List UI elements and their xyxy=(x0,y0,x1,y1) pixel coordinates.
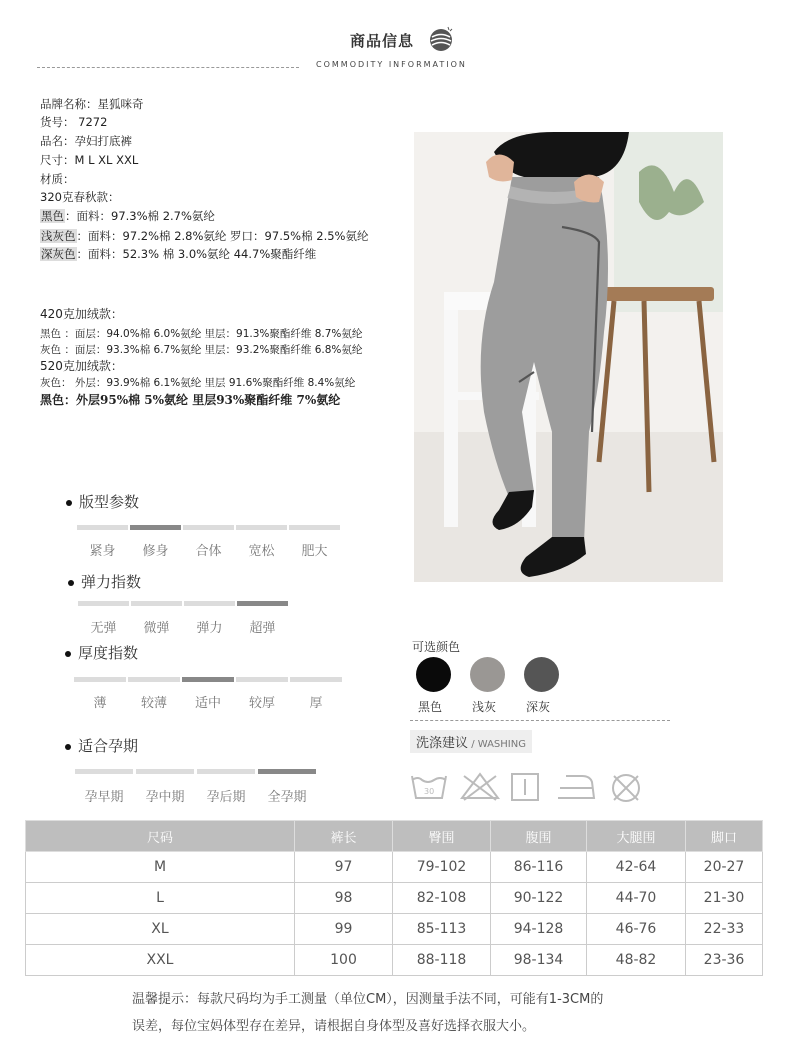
info-420-gray: 灰色 ：面层：93.3%棉 6.7%氨纶 里层：93.2%聚酯纤维 6.8%氨纶 xyxy=(40,344,363,356)
table-cell: 23-36 xyxy=(686,945,763,976)
svg-text:30: 30 xyxy=(424,787,435,796)
col-belly: 腹围 xyxy=(491,821,587,852)
table-cell: 97 xyxy=(295,852,393,883)
scale-segment xyxy=(183,525,234,530)
scale-segment xyxy=(128,677,180,682)
info-brand: 品牌名称：星狐咪奇 xyxy=(40,97,144,111)
composition: ：面料：52.3% 棉 3.0%氨纶 44.7%聚酯纤维 xyxy=(76,247,317,261)
scale-segment xyxy=(130,525,181,530)
scale-label: 孕中期 xyxy=(145,790,185,805)
colors-title: 可选颜色 xyxy=(412,640,461,654)
washing-subtitle: / WASHING xyxy=(468,739,526,750)
info-material: 材质： xyxy=(40,172,75,186)
info-320-dark xyxy=(40,246,316,263)
table-row xyxy=(26,883,763,914)
divider xyxy=(410,720,670,721)
bullet-icon xyxy=(65,744,71,750)
composition: ：面料：97.3%棉 2.7%氨纶 xyxy=(65,209,215,223)
table-header-row xyxy=(26,821,763,852)
info-320-title: 320克春秋款： xyxy=(40,190,120,204)
scale-label: 合体 xyxy=(195,544,222,559)
table-row xyxy=(26,852,763,883)
param-title xyxy=(68,571,141,592)
table-cell: 85-113 xyxy=(393,914,491,945)
scale-label: 无弹 xyxy=(90,621,117,636)
scale-segment xyxy=(237,601,288,606)
bullet-icon xyxy=(66,500,72,506)
table-cell: 90-122 xyxy=(491,883,587,914)
scale-segment xyxy=(182,677,234,682)
scale-label: 较厚 xyxy=(248,696,275,711)
scale-segment xyxy=(236,525,287,530)
table-row xyxy=(26,945,763,976)
scale-label: 微弹 xyxy=(143,621,170,636)
param-title-text: 适合孕期 xyxy=(78,737,139,755)
info-520-title: 520克加绒款： xyxy=(40,359,123,373)
size-table xyxy=(25,820,763,976)
table-cell: 42-64 xyxy=(587,852,686,883)
col-hip: 臀围 xyxy=(393,821,491,852)
scale-label: 超弹 xyxy=(249,621,276,636)
scale-segment xyxy=(131,601,182,606)
washing-title-text: 洗涤建议 xyxy=(416,736,469,751)
param-title xyxy=(65,735,138,756)
scale-label: 弹力 xyxy=(196,621,223,636)
table-cell: 22-33 xyxy=(686,914,763,945)
table-cell: 44-70 xyxy=(587,883,686,914)
swatch-light-gray[interactable] xyxy=(470,657,505,692)
table-cell: 48-82 xyxy=(587,945,686,976)
table-cell: 20-27 xyxy=(686,852,763,883)
scale-label: 修身 xyxy=(142,544,169,559)
param-title xyxy=(66,491,139,512)
scale-segment xyxy=(184,601,235,606)
swatch-label: 黑色 xyxy=(418,700,443,714)
col-thigh: 大腿围 xyxy=(587,821,686,852)
composition: ：面料：97.2%棉 2.8%氨纶 罗口：97.5%棉 2.5%氨纶 xyxy=(76,229,369,243)
scale-label: 薄 xyxy=(93,696,107,711)
scale-label: 紧身 xyxy=(89,544,116,559)
param-title xyxy=(65,642,138,663)
scale-segment xyxy=(136,769,194,774)
info-320-black xyxy=(40,208,215,225)
param-title-text: 弹力指数 xyxy=(81,573,142,591)
color-label: 深灰色 xyxy=(41,247,76,261)
info-name: 品名：孕妇打底裤 xyxy=(40,134,132,148)
table-cell: M xyxy=(26,852,295,883)
scale-segment xyxy=(74,677,126,682)
scale-label: 孕早期 xyxy=(84,790,124,805)
scale-label: 全孕期 xyxy=(267,790,307,805)
param-title-text: 版型参数 xyxy=(79,493,140,511)
note-line-2: 误差，每位宝妈体型存在差异，请根据自身体型及喜好选择衣服大小。 xyxy=(132,1019,536,1034)
iron-low-icon xyxy=(558,776,594,798)
scale-label: 厚 xyxy=(309,696,323,711)
washing-title xyxy=(410,730,532,753)
scale-label: 宽松 xyxy=(248,544,275,559)
bullet-icon xyxy=(68,580,74,586)
section-title: 商品信息 xyxy=(350,32,415,50)
table-cell: L xyxy=(26,883,295,914)
table-cell: XL xyxy=(26,914,295,945)
table-cell: XXL xyxy=(26,945,295,976)
scale-label: 孕后期 xyxy=(206,790,246,805)
table-cell: 86-116 xyxy=(491,852,587,883)
swatch-black[interactable] xyxy=(416,657,451,692)
scale-segment xyxy=(77,525,128,530)
wash-30-icon xyxy=(412,776,446,798)
table-cell: 46-76 xyxy=(587,914,686,945)
table-cell: 21-30 xyxy=(686,883,763,914)
scale-label: 肥大 xyxy=(301,544,328,559)
scale-label: 较薄 xyxy=(140,696,167,711)
col-hem: 脚口 xyxy=(686,821,763,852)
line-dry-icon xyxy=(512,774,538,800)
info-size: 尺寸：M L XL XXL xyxy=(40,153,139,167)
washing-icons xyxy=(410,770,650,806)
no-bleach-icon xyxy=(462,774,498,800)
table-cell: 100 xyxy=(295,945,393,976)
product-photo xyxy=(414,132,723,582)
table-cell: 98-134 xyxy=(491,945,587,976)
scale-segment xyxy=(289,525,340,530)
scale-label: 适中 xyxy=(194,696,221,711)
info-420-title: 420克加绒款： xyxy=(40,307,123,321)
scale-segment xyxy=(236,677,288,682)
color-label: 黑色 xyxy=(41,209,64,223)
divider xyxy=(37,67,299,68)
table-cell: 88-118 xyxy=(393,945,491,976)
scale-segment xyxy=(290,677,342,682)
swatch-dark-gray[interactable] xyxy=(524,657,559,692)
swatch-label: 浅灰 xyxy=(472,700,497,714)
table-cell: 79-102 xyxy=(393,852,491,883)
table-cell: 94-128 xyxy=(491,914,587,945)
swatch-label: 深灰 xyxy=(526,700,551,714)
note-line-1: 温馨提示：每款尺码均为手工测量（单位CM），因测量手法不同，可能有1-3CM的 xyxy=(132,992,604,1007)
info-520-black: 黑色：外层95%棉 5%氨纶 里层93%聚酯纤维 7%氨纶 xyxy=(40,393,341,407)
col-length: 裤长 xyxy=(295,821,393,852)
table-row xyxy=(26,914,763,945)
table-cell: 99 xyxy=(295,914,393,945)
info-520-gray: 灰色： 外层：93.9%棉 6.1%氨纶 里层 91.6%聚酯纤维 8.4%氨纶 xyxy=(40,377,356,389)
info-320-light xyxy=(40,228,368,245)
scale-segment xyxy=(258,769,316,774)
info-420-black: 黑色 ：面层：94.0%棉 6.0%氨纶 里层：91.3%聚酯纤维 8.7%氨纶 xyxy=(40,328,363,340)
logo-icon xyxy=(428,26,454,52)
table-cell: 98 xyxy=(295,883,393,914)
color-label: 浅灰色 xyxy=(41,229,76,243)
section-subtitle: COMMODITY INFORMATION xyxy=(316,60,467,69)
scale-segment xyxy=(78,601,129,606)
param-title-text: 厚度指数 xyxy=(78,644,139,662)
no-dryclean-icon xyxy=(613,775,639,801)
table-cell: 82-108 xyxy=(393,883,491,914)
bullet-icon xyxy=(65,651,71,657)
scale-segment xyxy=(197,769,255,774)
info-item-no: 货号： 7272 xyxy=(40,115,108,129)
scale-segment xyxy=(75,769,133,774)
col-size: 尺码 xyxy=(26,821,295,852)
